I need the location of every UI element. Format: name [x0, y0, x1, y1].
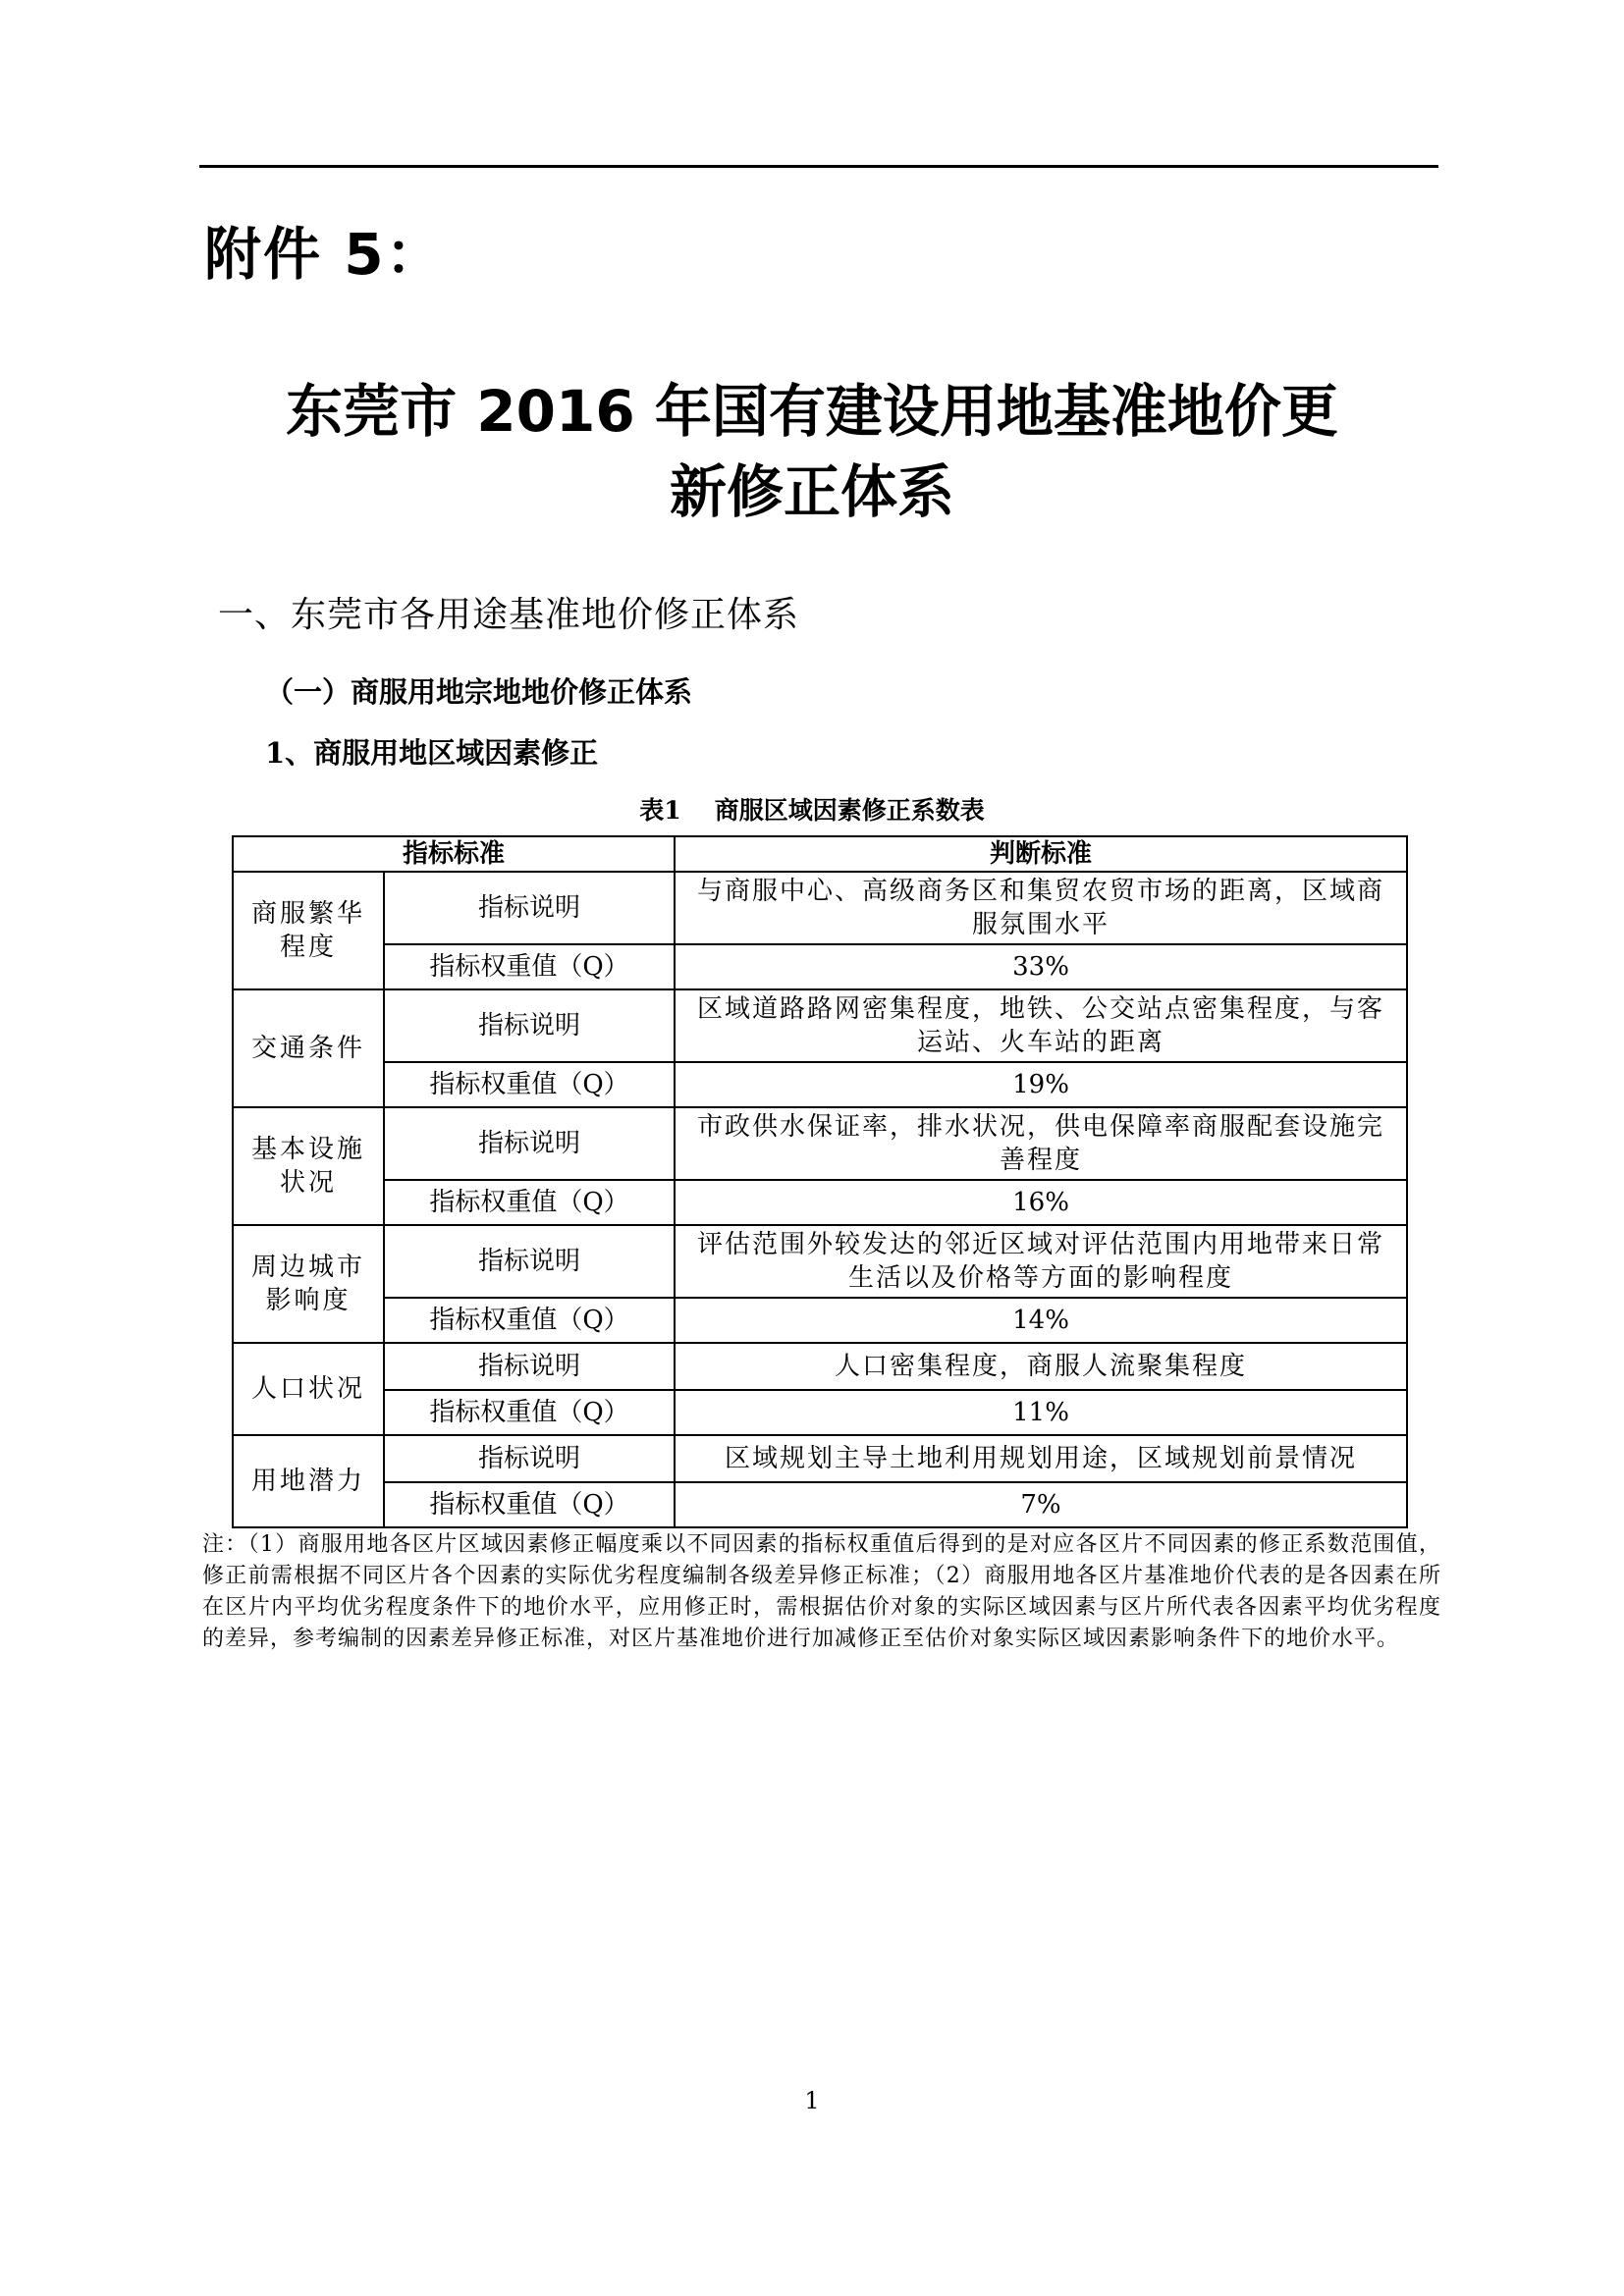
factor-description: 与商服中心、高级商务区和集贸农贸市场的距离，区域商服氛围水平	[675, 872, 1407, 944]
page-number: 1	[804, 2087, 820, 2114]
factor-name: 交通条件	[233, 989, 384, 1107]
desc-label: 指标说明	[384, 1435, 675, 1482]
weight-label: 指标权重值（Q）	[384, 1062, 675, 1107]
table-caption-text: 商服区域因素修正系数表	[714, 796, 985, 825]
header-judgment-standard: 判断标准	[675, 836, 1407, 872]
factor-description: 评估范围外较发达的邻近区域对评估范围内用地带来日常生活以及价格等方面的影响程度	[675, 1225, 1407, 1298]
table-row	[233, 989, 1407, 1062]
section-heading-2: （一）商服用地宗地地价修正体系	[265, 675, 693, 709]
factor-weight: 14%	[675, 1298, 1407, 1343]
section-heading-3: 1、商服用地区域因素修正	[265, 736, 599, 770]
desc-label: 指标说明	[384, 1107, 675, 1180]
factor-name: 基本设施状况	[233, 1107, 384, 1225]
desc-label: 指标说明	[384, 872, 675, 944]
weight-label: 指标权重值（Q）	[384, 1482, 675, 1527]
table-row	[233, 1225, 1407, 1298]
table-row	[233, 1390, 1407, 1435]
factor-weight: 16%	[675, 1180, 1407, 1225]
table-row	[233, 1180, 1407, 1225]
table-row	[233, 1107, 1407, 1180]
factor-name: 商服繁华程度	[233, 872, 384, 989]
table-row	[233, 1482, 1407, 1527]
desc-label: 指标说明	[384, 1225, 675, 1298]
weight-label: 指标权重值（Q）	[384, 944, 675, 989]
factor-name: 用地潜力	[233, 1435, 384, 1527]
factor-weight: 19%	[675, 1062, 1407, 1107]
table-caption	[0, 791, 1624, 827]
desc-label: 指标说明	[384, 1343, 675, 1390]
table-header-row	[233, 836, 1407, 872]
table-row	[233, 1343, 1407, 1390]
table-row	[233, 1298, 1407, 1343]
factor-description: 人口密集程度，商服人流聚集程度	[675, 1343, 1407, 1390]
weight-label: 指标权重值（Q）	[384, 1180, 675, 1225]
table-row	[233, 1435, 1407, 1482]
factor-weight: 11%	[675, 1390, 1407, 1435]
factor-weight: 33%	[675, 944, 1407, 989]
factor-weight: 7%	[675, 1482, 1407, 1527]
header-rule	[199, 165, 1438, 168]
section-heading-1: 一、东莞市各用途基准地价修正体系	[218, 595, 800, 635]
header-indicator-standard: 指标标准	[233, 836, 675, 872]
factor-description: 区域规划主导土地利用规划用途，区域规划前景情况	[675, 1435, 1407, 1482]
factor-description: 区域道路路网密集程度，地铁、公交站点密集程度，与客运站、火车站的距离	[675, 989, 1407, 1062]
table-row	[233, 1062, 1407, 1107]
desc-label: 指标说明	[384, 989, 675, 1062]
factor-name: 人口状况	[233, 1343, 384, 1435]
annex-label: 附件 5：	[204, 221, 445, 288]
table-note: 注：（1）商服用地各区片区域因素修正幅度乘以不同因素的指标权重值后得到的是对应各区片不同因素的修正系数范围值，修正前需根据不同区片各个因素的实际优劣程度编制各级差异修正标准；（2）商服用地各区片基准地价代表的是各因素在所在区片内平均优劣程度条件下的地价水平，应用修正时，需根据估价对象的实际区域因素与区片所代表各因素平均优劣程度的差异，参考编制的因素差异修正标准，对区片基准地价进行加减修正至估价对象实际区域因素影响条件下的地价水平。	[202, 1532, 1441, 1651]
factor-table	[232, 835, 1408, 1528]
title-line-1: 东莞市 2016 年国有建设用地基准地价更	[286, 378, 1338, 445]
table-row	[233, 872, 1407, 944]
weight-label: 指标权重值（Q）	[384, 1298, 675, 1343]
table-row	[233, 944, 1407, 989]
factor-name: 周边城市影响度	[233, 1225, 384, 1343]
factor-description: 市政供水保证率，排水状况，供电保障率商服配套设施完善程度	[675, 1107, 1407, 1180]
document-title	[0, 371, 1624, 532]
title-line-2: 新修正体系	[669, 458, 954, 525]
weight-label: 指标权重值（Q）	[384, 1390, 675, 1435]
table-caption-number: 表1	[639, 796, 681, 825]
